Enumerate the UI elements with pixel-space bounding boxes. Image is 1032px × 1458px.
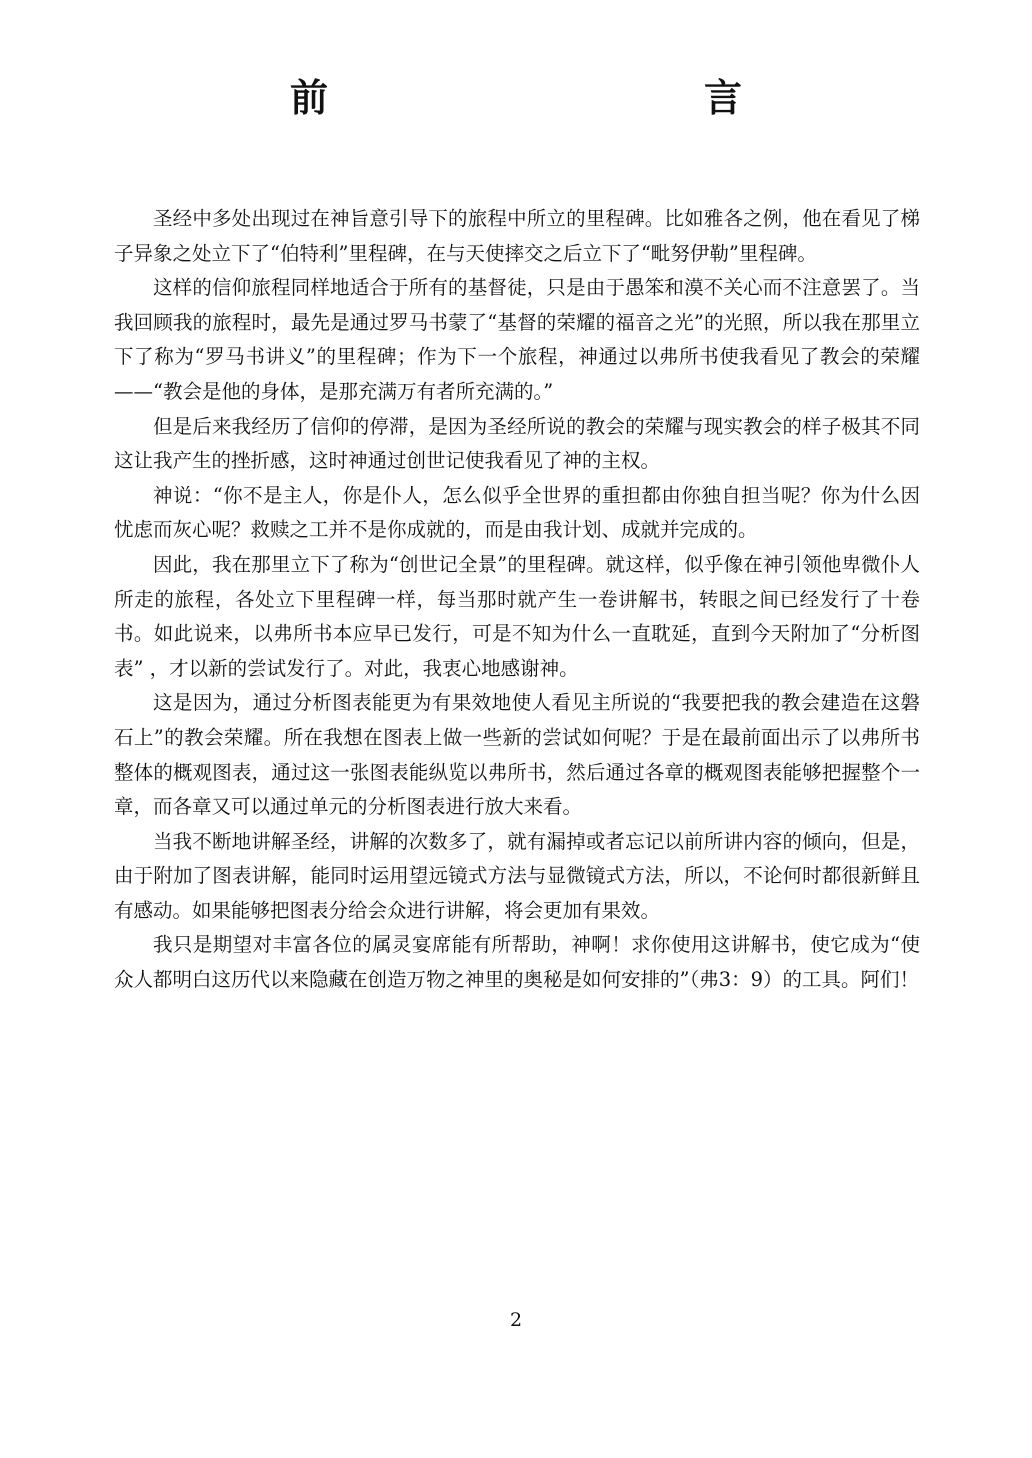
paragraph: 圣经中多处出现过在神旨意引导下的旅程中所立的里程碑。比如雅各之例，他在看见了梯子异象之处立下了“伯特利”里程碑，在与天使摔交之后立下了“毗努伊勒”里程碑。 <box>114 207 920 265</box>
page-title: 前 言 <box>289 76 842 120</box>
paragraph: 神说：“你不是主人，你是仆人，怎么似乎全世界的重担都由你独自担当呢？你为什么因忧虑而灰心呢？救赎之工并不是你成就的，而是由我计划、成就并完成的。 <box>114 483 920 542</box>
paragraph: 这样的信仰旅程同样地适合于所有的基督徒，只是由于愚笨和漠不关心而不注意罢了。当我回顾我的旅程时，最先是通过罗马书蒙了“基督的荣耀的福音之光”的光照，所以我在那里立下了称为“罗马书讲义”的里程碑；作为下一个旅程，神通过以弗所书使我看见了教会的荣耀——“教会是他的身体，是那充满万有者所充满的。” <box>114 276 920 403</box>
paragraph: 我只是期望对丰富各位的属灵宴席能有所帮助，神啊！求你使用这讲解书，使它成为“使众人都明白这历代以来隐藏在创造万物之神里的奥秘是如何安排的”（弗3：9）的工具。阿们！ <box>114 933 920 992</box>
paragraph: 但是后来我经历了信仰的停滞，是因为圣经所说的教会的荣耀与现实教会的样子极其不同这让我产生的挫折感，这时神通过创世记使我看见了神的主权。 <box>114 414 920 473</box>
paragraph: 当我不断地讲解圣经，讲解的次数多了，就有漏掉或者忘记以前所讲内容的倾向，但是，由于附加了图表讲解，能同时运用望远镜式方法与显微镜式方法，所以，不论何时都很新鲜且有感动。如果能够把图表分给会众进行讲解，将会更加有果效。 <box>114 829 920 922</box>
paragraph: 因此，我在那里立下了称为“创世记全景”的里程碑。就这样，似乎像在神引领他卑微仆人所走的旅程，各处立下里程碑一样，每当那时就产生一卷讲解书，转眼之间已经发行了十卷书。如此说来，以弗所书本应早已发行，可是不知为什么一直耽延，直到今天附加了“分析图表” ，才以新的尝试发行了。对此，我衷心地感谢神。 <box>114 552 920 680</box>
page-number: 2 <box>509 1309 523 1331</box>
paragraph: 这是因为，通过分析图表能更为有果效地使人看见主所说的“我要把我的教会建造在这磐石上”的教会荣耀。所在我想在图表上做一些新的尝试如何呢？于是在最前面出示了以弗所书整体的概观图表，通过这一张图表能纵览以弗所书，然后通过各章的概观图表能够把握整个一章，而各章又可以通过单元的分析图表进行放大来看。 <box>114 691 920 819</box>
preface-body <box>114 202 920 998</box>
